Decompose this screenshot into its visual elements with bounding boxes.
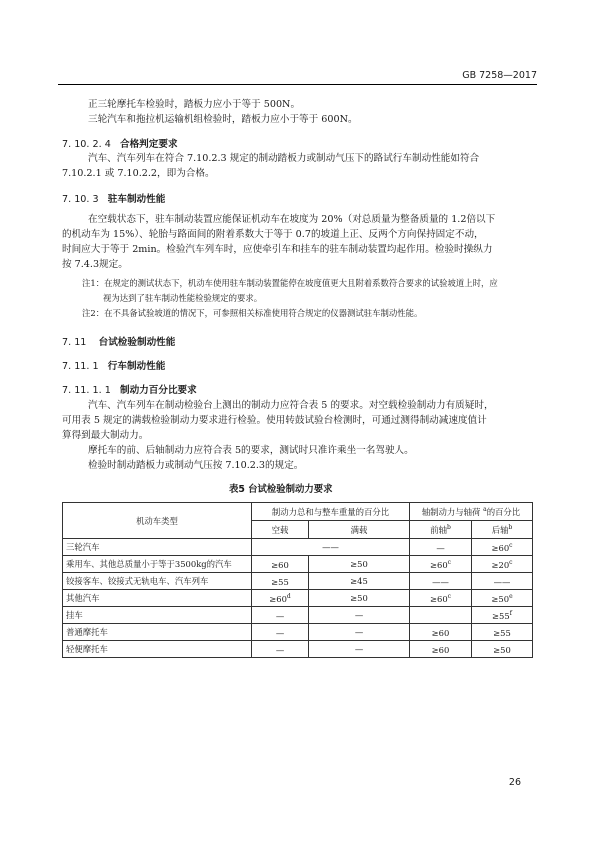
note-2: 注2：在不具备试验坡道的情况下，可参照相关标准使用符合规定的仪器测试驻车制动性能。 [82,308,423,318]
cell-laden: — [309,607,410,624]
table-row [63,573,533,590]
cell-type: 铰接客车、铰接式无轨电车、汽车列车 [63,573,252,590]
table-caption: 表5 台试检验制动力要求 [229,484,333,495]
header-total-brake-force: 制动力总和与整车重量的百分比 [252,503,410,521]
table-row [63,590,533,607]
paragraph-line: 按 7.4.3规定。 [62,259,128,270]
cell-front: ≥60 [410,641,472,658]
header-rear-axle: 后轴$^b$ [472,521,533,539]
table-row [63,556,533,573]
cell-type: 轻便摩托车 [63,641,252,658]
section-title: 合格判定要求 [119,139,178,150]
header-axle-brake-force: 轴制动力与轴荷 $^a$的百分比 [410,503,533,521]
section-heading-7-11 [62,334,175,348]
page-number: 26 [508,777,521,788]
cell-front: — [410,539,472,556]
cell-front: $\ge 60^c$ [410,556,472,573]
section-heading-7-10-2-4 [62,136,178,150]
paragraph-line: 在空载状态下，驻车制动装置应能保证机动车在坡度为 20%（对总质量为整备质量的 1.2倍以下 [88,214,496,225]
section-heading-7-10-3 [62,191,165,205]
cell-type: 挂车 [63,607,252,624]
header-laden: 满载 [309,521,410,539]
section-title: 制动力百分比要求 [119,385,197,396]
cell-unladen: ≥55 [252,573,309,590]
cell-rear: ≥55 [472,624,533,641]
cell-laden: — [309,641,410,658]
cell-unladen: — [252,641,309,658]
header-front-axle: 前轴$^b$ [410,521,472,539]
paragraph-line: 汽车、汽车列车在制动检验台上测出的制动力应符合表 5 的要求。对空载检验制动力有质疑时， [88,400,494,411]
section-heading-7-11-1-1 [62,382,197,396]
cell-rear: $\ge 50^e$ [472,590,533,607]
paragraph-line: 正三轮摩托车检验时，踏板力应小于等于 500N。 [88,99,301,110]
table-row [63,539,533,556]
cell-unladen: — [252,624,309,641]
cell-front: ≥60 [410,624,472,641]
section-number: 7. 10. 3 [62,194,99,205]
paragraph-line: 的机动车为 15%）、轮胎与路面间的附着系数大于等于 0.7的坡道上正、反两个方向保持固定不动， [62,229,484,240]
cell-rear: $\ge 55^f$ [472,607,533,624]
section-number: 7. 11 [62,337,87,348]
table-row [63,624,533,641]
paragraph-line: 时间应大于等于 2min。检验汽车列车时，应使牵引车和挂车的驻车制动装置均起作用。检验时操纵力 [62,244,493,255]
cell-laden: ≥45 [309,573,410,590]
header-rule [58,84,537,85]
paragraph-line: 算得到最大制动力。 [62,430,149,441]
cell-front: —— [410,573,472,590]
cell-laden: — [309,624,410,641]
header-unladen: 空载 [252,521,309,539]
cell-unladen: ≥60 [252,556,309,573]
section-title: 台试检验制动性能 [98,337,176,348]
cell-unladen: — [252,607,309,624]
cell-laden: ≥50 [309,590,410,607]
section-number: 7. 10. 2. 4 [62,139,111,150]
cell-rear: $\ge 20^c$ [472,556,533,573]
section-title: 行车制动性能 [107,361,166,372]
standard-code: GB 7258—2017 [462,70,537,81]
paragraph-line: 7.10.2.1 或 7.10.2.2，即为合格。 [62,168,215,179]
paragraph-line: 汽车、汽车列车在符合 7.10.2.3 规定的制动踏板力或制动气压下的路试行车制动性能如符合 [88,153,480,164]
cell-rear: ≥50 [472,641,533,658]
section-title: 驻车制动性能 [107,194,166,205]
cell-laden: ≥50 [309,556,410,573]
brake-force-table [62,502,533,658]
cell-type: 乘用车、其他总质量小于等于3500kg的汽车 [63,556,252,573]
section-heading-7-11-1 [62,358,165,372]
cell-rear: $\ge 60^c$ [472,539,533,556]
paragraph-line: 检验时制动踏板力或制动气压按 7.10.2.3的规定。 [88,460,304,471]
note-1: 注1：在规定的测试状态下，机动车使用驻车制动装置能停在坡度值更大且附着系数符合要求的试验坡道上时，应 [82,278,498,288]
table-row [63,607,533,624]
table-row [63,641,533,658]
cell-front [410,607,472,624]
header-vehicle-type: 机动车类型 [63,503,252,539]
note-1-continued: 视为达到了驻车制动性能检验规定的要求。 [103,293,263,303]
cell-type: 其他汽车 [63,590,252,607]
cell-total: —— [252,539,410,556]
paragraph-line: 摩托车的前、后轴制动力应符合表 5的要求，测试时只准许乘坐一名驾驶人。 [88,445,414,456]
paragraph-line: 三轮汽车和拖拉机运输机组检验时，踏板力应小于等于 600N。 [88,114,358,125]
cell-unladen: $\ge 60^d$ [252,590,309,607]
paragraph-line: 可用表 5 规定的满载检验制动力要求进行检验。使用转鼓试验台检测时，可通过测得制动减速度值计 [62,415,487,426]
cell-type: 普通摩托车 [63,624,252,641]
section-number: 7. 11. 1. 1 [62,385,111,396]
section-number: 7. 11. 1 [62,361,99,372]
cell-front: $\ge 60^c$ [410,590,472,607]
cell-type: 三轮汽车 [63,539,252,556]
cell-rear: —— [472,573,533,590]
